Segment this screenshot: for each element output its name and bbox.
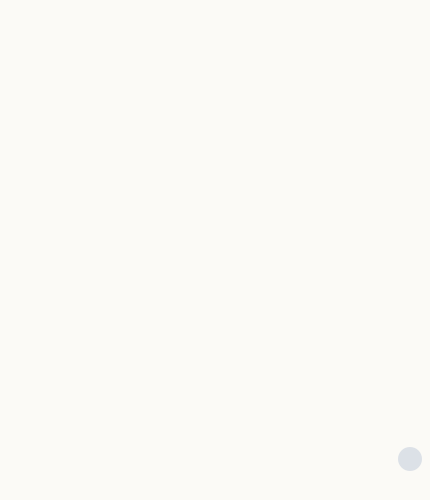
- watermark-logo-icon: [398, 447, 422, 471]
